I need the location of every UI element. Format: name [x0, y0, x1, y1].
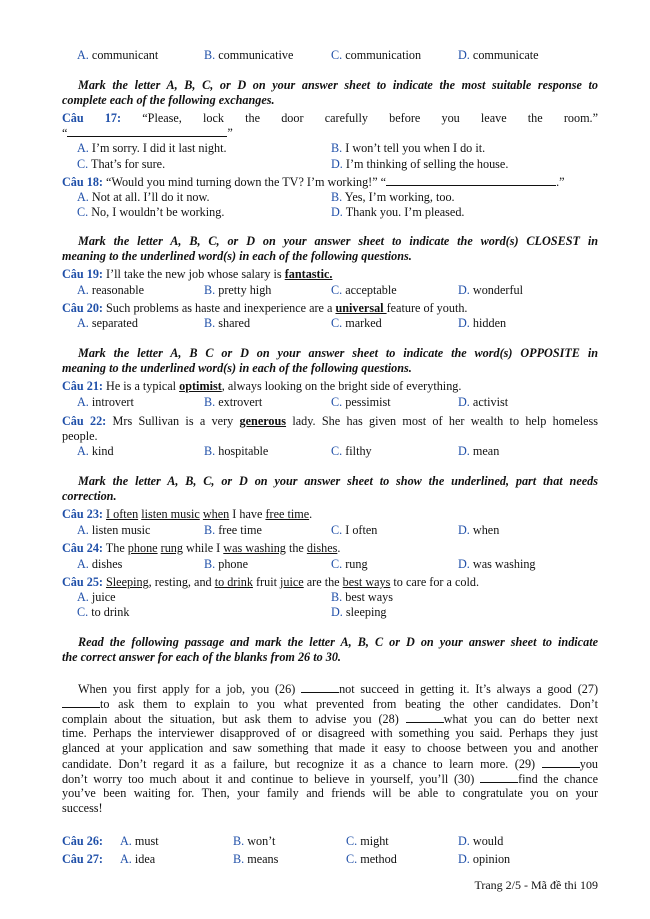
option-text: communicative [218, 48, 294, 62]
option-b: B. phone [204, 557, 249, 571]
option-a: A. idea [120, 852, 156, 866]
option-a: A. dishes [77, 557, 123, 571]
option-d: D. hidden [458, 316, 507, 330]
passage-line: candidate. Don’t regard it as a failure, but recognize it as a chance to learn more. (29) you [62, 757, 598, 771]
option-a: A. must [120, 834, 159, 848]
option-letter: B. [204, 48, 216, 62]
question-17 [62, 111, 598, 126]
option-text: communication [345, 48, 422, 62]
option-a [77, 48, 158, 63]
option-d: D. I’m thinking of selling the house. [331, 157, 509, 171]
option-b: B. best ways [331, 590, 393, 604]
passage-line: don’t worry too much about it and continue to believe in yourself, you’ll (30) find the chance [62, 772, 598, 786]
option-letter: D. [458, 48, 470, 62]
option-a: A. listen music [77, 523, 151, 537]
option-a: A. separated [77, 316, 138, 330]
question-18: Câu 18: “Would you mind turning down the TV? I’m working!” “ .” [62, 175, 565, 189]
option-d: D. opinion [458, 852, 511, 866]
option-d: D. was washing [458, 557, 536, 571]
passage-line: time. Perhaps the interviewer disapproved of or disagreed with something you said. Perhaps they just [62, 726, 598, 740]
instruction-line: meaning to the underlined word(s) in each of the following questions. [62, 361, 412, 375]
option-d: D. when [458, 523, 500, 537]
instruction-line: Mark the letter A, B, C, or D on your answer sheet to indicate the word(s) CLOSEST in [78, 234, 598, 248]
option-a: A. introvert [77, 395, 134, 409]
option-c: C. I often [331, 523, 378, 537]
option-d: D. would [458, 834, 504, 848]
passage-line: glanced at your application and saw something that made it easy to choose between you and another [62, 741, 598, 755]
option-c: C. method [346, 852, 397, 866]
option-a: A. kind [77, 444, 114, 458]
passage-line: complain about the situation, but ask them to advise you (28) what you can do better next [62, 712, 598, 726]
option-a: A. Not at all. I’ll do it now. [77, 190, 210, 204]
answer-blank [386, 174, 556, 186]
instruction-line: Read the following passage and mark the letter A, B, C or D on your answer sheet to indicate [78, 635, 598, 649]
option-c: C. filthy [331, 444, 372, 458]
option-d [458, 48, 539, 63]
page-footer: Trang 2/5 - Mã đề thi 109 [474, 878, 598, 892]
option-b: B. I won’t tell you when I do it. [331, 141, 486, 155]
question-number: Câu 26: [62, 834, 103, 848]
answer-blank [62, 696, 100, 708]
answer-blank [67, 125, 227, 137]
instruction-line: complete each of the following exchanges. [62, 93, 275, 107]
option-c [331, 48, 421, 63]
instruction-line: the correct answer for each of the blanks from 26 to 30. [62, 650, 341, 664]
question-19: Câu 19: I’ll take the new job whose salary is fantastic. [62, 267, 333, 281]
answer-blank [480, 771, 518, 783]
option-d: D. wonderful [458, 283, 523, 297]
option-c: C. pessimist [331, 395, 391, 409]
option-a: A. juice [77, 590, 116, 604]
option-b [204, 48, 293, 63]
question-24: Câu 24: The phone rung while I was washing the dishes. [62, 541, 341, 555]
option-b: B. shared [204, 316, 251, 330]
option-d: D. sleeping [331, 605, 387, 619]
question-number: Câu 27: [62, 852, 103, 866]
option-c: C. That’s for sure. [77, 157, 166, 171]
option-b: B. free time [204, 523, 262, 537]
option-c: C. might [346, 834, 389, 848]
option-b: B. extrovert [204, 395, 263, 409]
question-23: Câu 23: I often listen music when I have free time. [62, 507, 313, 521]
option-text: communicant [91, 48, 159, 62]
instruction-line: Mark the letter A, B, C, or D on your answer sheet to indicate the most suitable response to [78, 78, 598, 92]
passage-line: success! [62, 801, 103, 815]
passage-line: to ask them to explain to you what prevented from beating the other candidates. Don’t [62, 696, 598, 712]
answer-blank [301, 681, 339, 693]
option-c: C. acceptable [331, 283, 397, 297]
option-d: D. Thank you. I’m pleased. [331, 205, 465, 219]
passage-line: When you first apply for a job, you (26) not succeed in getting it. It’s always a good (27) [78, 682, 598, 696]
option-b: B. Yes, I’m working, too. [331, 190, 455, 204]
option-letter: C. [331, 48, 343, 62]
instruction-line: meaning to the underlined word(s) in each of the following questions. [62, 249, 412, 263]
question-number: Câu 17: [62, 111, 122, 125]
option-c: C. No, I wouldn’t be working. [77, 205, 225, 219]
option-c: C. to drink [77, 605, 130, 619]
option-a: A. I’m sorry. I did it last night. [77, 141, 227, 155]
answer-blank [406, 711, 444, 723]
option-b: B. means [233, 852, 279, 866]
answer-blank-line: “ ” [62, 126, 233, 140]
question-text: “Please, lock the door carefully before you leave the room.” [142, 111, 599, 125]
option-b: B. hospitable [204, 444, 269, 458]
option-b: B. won’t [233, 834, 276, 848]
option-c: C. marked [331, 316, 382, 330]
option-a: A. reasonable [77, 283, 145, 297]
option-d: D. activist [458, 395, 509, 409]
question-22: Câu 22: Mrs Sullivan is a very generous lady. She has given most of her wealth to help homeless [62, 414, 598, 428]
question-20: Câu 20: Such problems as haste and inexperience are a universal feature of youth. [62, 301, 468, 315]
option-letter: A. [77, 48, 89, 62]
question-25: Câu 25: Sleeping, resting, and to drink fruit juice are the best ways to care for a cold. [62, 575, 480, 589]
option-d: D. mean [458, 444, 500, 458]
instruction-line: Mark the letter A, B, C, or D on your answer sheet to show the underlined, part that needs [78, 474, 598, 488]
option-b: B. pretty high [204, 283, 272, 297]
option-text: communicate [472, 48, 539, 62]
answer-blank [542, 756, 580, 768]
underlined-word: optimist [179, 379, 222, 393]
option-c: C. rung [331, 557, 368, 571]
underlined-word: generous [239, 414, 287, 428]
instruction-line: correction. [62, 489, 117, 503]
passage-line: you’ve been waiting for. Then, your family and friends will be able to congratulate you on your [62, 786, 598, 800]
question-22-continued: people. [62, 429, 98, 443]
underlined-word: fantastic. [284, 267, 333, 281]
instruction-line: Mark the letter A, B C or D on your answer sheet to indicate the word(s) OPPOSITE in [78, 346, 598, 360]
underlined-word: universal [335, 301, 387, 315]
question-21: Câu 21: He is a typical optimist, always looking on the bright side of everything. [62, 379, 462, 393]
